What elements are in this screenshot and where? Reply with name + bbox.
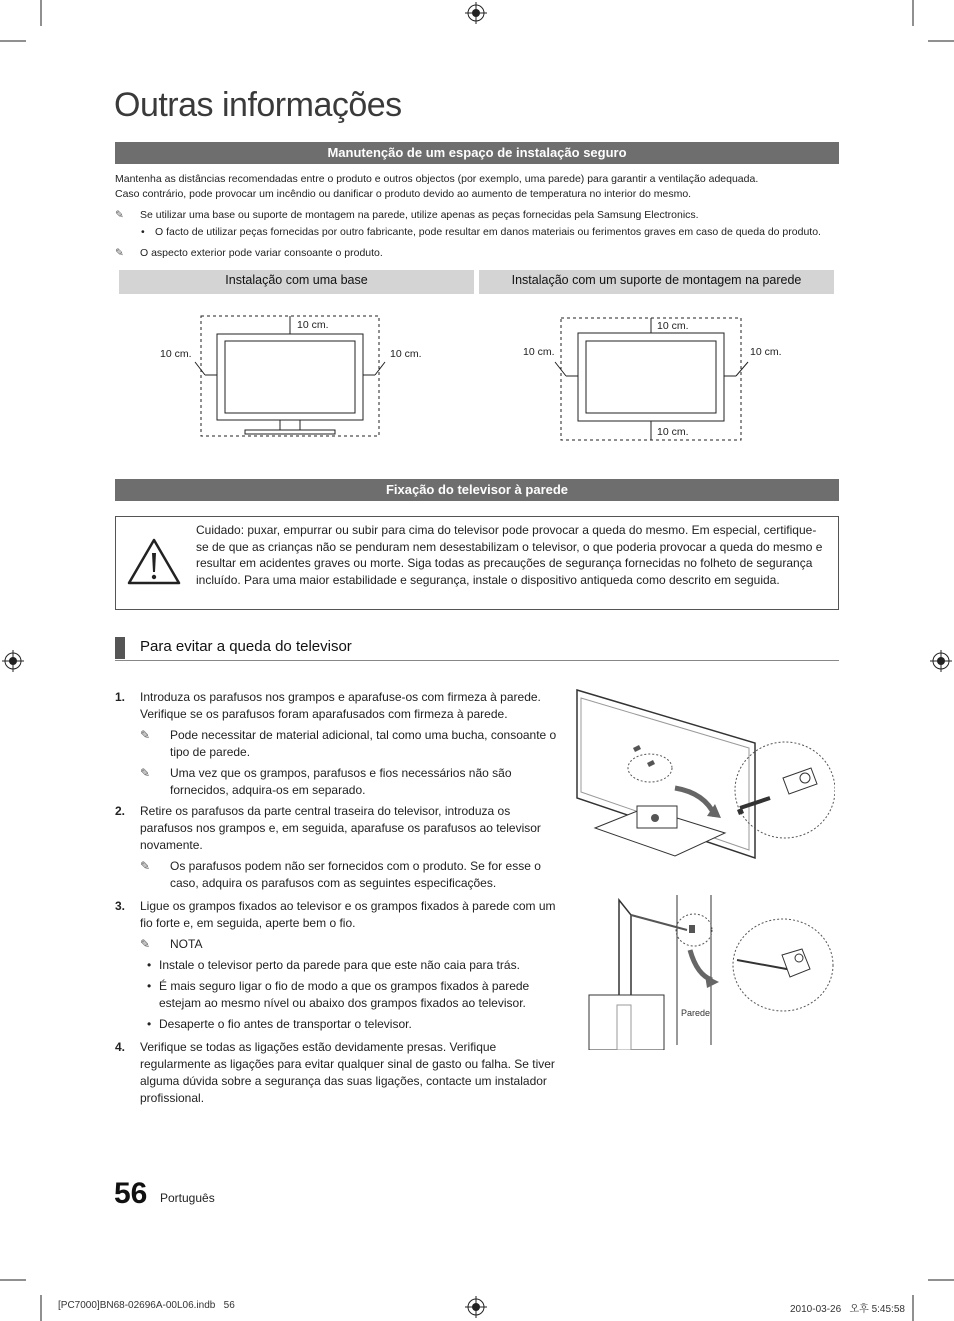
registration-mark-icon xyxy=(465,1296,487,1318)
pencil-note-icon: ✎ xyxy=(140,859,151,873)
registration-mark-icon xyxy=(465,2,487,24)
tv-back-clamp-illustration xyxy=(575,688,835,863)
tv-stand-clearance-diagram xyxy=(150,310,440,440)
step-4 xyxy=(115,1039,560,1107)
note-bullet-text: O facto de utilizar peças fornecidas por outro fabricante, pode resultar em danos materiais ou ferimentos graves em caso de queda do produto. xyxy=(155,226,821,238)
page-title: Outras informações xyxy=(114,86,402,124)
intro-paragraph-2: Caso contrário, pode provocar um incêndio ou danificar o produto devido ao aumento de temperatura no interior do mesmo. xyxy=(115,188,692,200)
step-3-bullet: • É mais seguro ligar o fio de modo a que os grampos fixados à parede estejam ao mesmo nível ou abaixo dos grampos fixados ao televisor. xyxy=(145,978,560,1012)
installation-notes xyxy=(115,208,845,261)
bullet-icon: • xyxy=(141,226,145,238)
subsection-rule xyxy=(115,660,839,661)
clearance-right-label: 10 cm. xyxy=(750,346,782,358)
clearance-bottom-label: 10 cm. xyxy=(657,426,689,438)
step-number: 1. xyxy=(115,690,126,704)
step-number: 2. xyxy=(115,804,126,818)
tv-wall-wire-illustration xyxy=(587,895,837,1050)
section-heading-installation: Manutenção de um espaço de instalação seguro xyxy=(115,142,839,164)
clearance-left-label: 10 cm. xyxy=(160,348,192,360)
note-text: Se utilizar uma base ou suporte de montagem na parede, utilize apenas as peças fornecidas pela Samsung Electronics. xyxy=(140,209,699,221)
step-1 xyxy=(115,689,560,723)
subsection-marker xyxy=(115,637,125,659)
clearance-right-label: 10 cm. xyxy=(390,348,422,360)
pencil-note-icon: ✎ xyxy=(115,209,124,221)
step-text: Introduza os parafusos nos grampos e aparafuse-os com firmeza à parede. Verifique se os parafusos foram aparafusados com firmeza à parede. xyxy=(140,690,541,721)
registration-mark-icon xyxy=(2,650,24,672)
step-number: 4. xyxy=(115,1040,126,1054)
step-3 xyxy=(115,898,560,932)
column-header-wall-mount: Instalação com um suporte de montagem na parede xyxy=(479,270,834,294)
step-text: Ligue os grampos fixados ao televisor e os grampos fixados à parede com um fio forte e, em seguida, aperte bem o fio. xyxy=(140,899,556,930)
step-2-note xyxy=(140,858,560,892)
step-1-note-1 xyxy=(140,727,560,761)
wall-label: Parede xyxy=(681,1008,711,1018)
pencil-note-icon: ✎ xyxy=(140,728,151,742)
step-text: Verifique se todas as ligações estão devidamente presas. Verifique regularmente as ligações para evitar qualquer sinal de gasto ou falha. Se tiver alguma dúvida sobre a segurança das suas ligações, contacte um instalador profissional. xyxy=(140,1040,555,1105)
step-3-bullet: • Instale o televisor perto da parede para que este não caia para trás. xyxy=(145,957,560,974)
caution-text xyxy=(196,522,826,588)
step-3-bullet: • Desaperte o fio antes de transportar o televisor. xyxy=(145,1016,560,1033)
step-3-note xyxy=(140,936,560,953)
registration-mark-icon xyxy=(930,650,952,672)
caution-label: Cuidado xyxy=(196,523,241,537)
pencil-note-icon: ✎ xyxy=(140,766,151,780)
warning-triangle-icon xyxy=(126,537,182,587)
subsection-heading: Para evitar a queda do televisor xyxy=(140,638,352,655)
clearance-top-label: 10 cm. xyxy=(657,320,689,332)
clearance-left-label: 10 cm. xyxy=(523,346,555,358)
pencil-note-icon: ✎ xyxy=(140,937,151,951)
pencil-note-icon: ✎ xyxy=(115,247,124,259)
caution-body: : puxar, empurrar ou subir para cima do televisor pode provocar a queda do mesmo. Em especial, certifique-se de que as crianças não se penduram nem desestabilizam o televisor, o que poderia provocar a queda do mesmo e resultar em acidentes graves ou morte. Siga todas as precauções de segurança fornecidas no folheto de segurança incluído. Para uma maior estabilidade e segurança, instale o dispositivo antiqueda como descrito em seguida. xyxy=(196,523,823,587)
note-text: Uma vez que os grampos, parafusos e fios necessários não são fornecidos, adquira-os em separado. xyxy=(170,766,512,797)
note-text: Pode necessitar de material adicional, tal como uma bucha, consoante o tipo de parede. xyxy=(170,728,557,759)
intro-paragraph-1: Mantenha as distâncias recomendadas entre o produto e outros objectos (por exemplo, uma parede) para garantir a ventilação adequada. xyxy=(115,173,759,185)
note-text: Os parafusos podem não ser fornecidos com o produto. Se for esse o caso, adquira os parafusos com as seguintes especificações. xyxy=(170,859,541,890)
page-number: 56 xyxy=(114,1177,148,1210)
caution-box xyxy=(115,516,839,610)
section-heading-wall-fixing: Fixação do televisor à parede xyxy=(115,479,839,501)
note-text: O aspecto exterior pode variar consoante o produto. xyxy=(140,247,383,259)
steps-list xyxy=(115,689,560,1111)
step-1-note-2 xyxy=(140,765,560,799)
step-number: 3. xyxy=(115,899,126,913)
footer-language: Português xyxy=(160,1191,215,1205)
footer-timestamp: 2010-03-26 오후 5:45:58 xyxy=(790,1304,905,1315)
note-text: NOTA xyxy=(170,937,203,951)
column-header-stand: Instalação com uma base xyxy=(119,270,474,294)
step-2 xyxy=(115,803,560,854)
footer-file-info: [PC7000]BN68-02696A-00L06.indb 56 xyxy=(58,1300,235,1311)
installation-intro xyxy=(115,172,845,202)
clearance-top-label: 10 cm. xyxy=(297,319,329,331)
step-text: Retire os parafusos da parte central traseira do televisor, introduza os parafusos nos grampos e, em seguida, aparafuse os parafusos ao televisor novamente. xyxy=(140,804,541,852)
